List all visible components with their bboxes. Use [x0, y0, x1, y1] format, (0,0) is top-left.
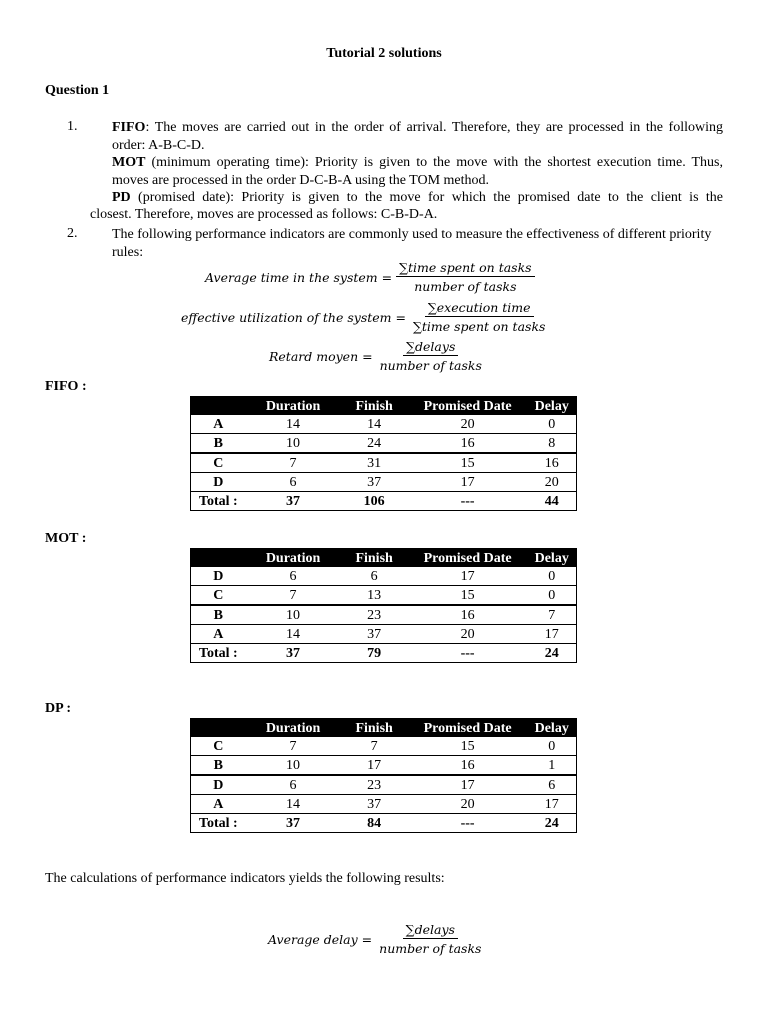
cell: 17 — [367, 757, 382, 773]
numerator: ∑delays — [403, 922, 458, 939]
list-number-2: 2. — [67, 226, 78, 241]
cell: 10 — [286, 757, 301, 773]
table-row — [191, 775, 577, 795]
row-label: A — [213, 416, 224, 432]
row-label: D — [213, 568, 224, 584]
row-label: A — [213, 796, 224, 812]
cell: 84 — [367, 815, 382, 831]
pd-text-1: (promised date): Priority is given to the move for which the promised date to the client is the — [130, 190, 723, 205]
cell: 6 — [548, 777, 556, 793]
cell: 23 — [367, 607, 382, 623]
numerator: ∑time spent on tasks — [396, 260, 534, 277]
cell: 37 — [367, 626, 382, 642]
cell: 15 — [460, 587, 475, 603]
cell: 106 — [363, 493, 385, 509]
fraction — [377, 339, 485, 373]
header-cell: Duration — [246, 719, 341, 738]
mot-table — [190, 548, 577, 663]
fraction — [396, 260, 534, 294]
denominator: number of tasks — [414, 279, 517, 294]
header-cell: Finish — [340, 549, 407, 568]
fifo-text: : The moves are carried out in the order of arrival. Therefore, they are processed in the following order: A-B-C-D. — [112, 120, 723, 153]
pd-term: PD — [112, 190, 131, 205]
table-row — [191, 625, 577, 644]
numerator: ∑execution time — [425, 300, 534, 317]
cell: 14 — [286, 796, 301, 812]
cell: 24 — [367, 435, 382, 451]
cell: 0 — [548, 416, 556, 432]
table-header-row — [191, 397, 577, 416]
cell: 10 — [286, 435, 301, 451]
row-label: C — [213, 738, 224, 754]
cell: 16 — [544, 455, 559, 471]
header-cell: Duration — [246, 549, 341, 568]
header-cell: Promised Date — [408, 719, 528, 738]
cell: 15 — [460, 738, 475, 754]
cell: 14 — [367, 416, 382, 432]
total-label: Total : — [198, 815, 238, 831]
cell: --- — [460, 815, 475, 831]
total-row — [191, 492, 577, 511]
dp-table — [190, 718, 577, 833]
header-cell: Delay — [527, 719, 576, 738]
denominator: number of tasks — [379, 941, 482, 956]
header-cell: Promised Date — [408, 397, 528, 416]
mot-text: (minimum operating time): Priority is given to the move with the shortest execution time. Thus, moves are processed in the order D-C-B-A using the TOM method. — [112, 155, 723, 188]
cell: 6 — [289, 474, 297, 490]
table-row — [191, 586, 577, 606]
fifo-label: FIFO : — [45, 379, 87, 394]
cell: 7 — [289, 587, 297, 603]
cell: 6 — [289, 568, 297, 584]
dp-label: DP : — [45, 701, 72, 716]
total-label: Total : — [198, 645, 238, 661]
mot-paragraph — [112, 154, 723, 189]
cell: 37 — [286, 815, 301, 831]
cell: 7 — [289, 455, 297, 471]
cell: 44 — [544, 493, 559, 509]
cell: 16 — [460, 607, 475, 623]
table-row — [191, 453, 577, 473]
table-row — [191, 605, 577, 625]
header-cell: Finish — [340, 719, 407, 738]
cell: 14 — [286, 626, 301, 642]
header-cell: Promised Date — [408, 549, 528, 568]
cell: 23 — [367, 777, 382, 793]
cell: 6 — [370, 568, 378, 584]
total-label: Total : — [198, 493, 238, 509]
table-row — [191, 567, 577, 586]
pd-paragraph — [112, 189, 723, 207]
cell: 31 — [367, 455, 382, 471]
formula-retard-moyen — [269, 339, 768, 373]
table-row — [191, 756, 577, 776]
header-cell: Delay — [527, 549, 576, 568]
cell: 10 — [286, 607, 301, 623]
cell: 0 — [548, 738, 556, 754]
cell: 17 — [544, 626, 559, 642]
cell: 13 — [367, 587, 382, 603]
cell: 37 — [367, 474, 382, 490]
pd-text-2: closest. Therefore, moves are processed as follows: C-B-D-A. — [90, 207, 438, 222]
cell: 17 — [544, 796, 559, 812]
cell: 8 — [548, 435, 556, 451]
cell: 1 — [548, 757, 556, 773]
total-row — [191, 814, 577, 833]
cell: 17 — [460, 568, 475, 584]
header-cell — [191, 719, 246, 738]
row-label: B — [213, 435, 223, 451]
cell: 20 — [544, 474, 559, 490]
row-label: D — [213, 777, 224, 793]
table-row — [191, 795, 577, 814]
mot-label: MOT : — [45, 531, 87, 546]
formula-lhs: effective utilization of the system = — [181, 309, 406, 325]
fifo-paragraph — [112, 119, 723, 154]
cell: 20 — [460, 416, 475, 432]
performance-paragraph: The following performance indicators are commonly used to measure the effectiveness of different priority rules: — [112, 227, 712, 260]
cell: 0 — [548, 568, 556, 584]
list-number-1: 1. — [67, 119, 78, 134]
cell: 16 — [460, 435, 475, 451]
formula-lhs: Average delay = — [268, 931, 373, 947]
formula-effective-utilization — [181, 300, 768, 334]
cell: 14 — [286, 416, 301, 432]
cell: 17 — [460, 777, 475, 793]
cell: 37 — [286, 645, 301, 661]
cell: 16 — [460, 757, 475, 773]
header-cell: Delay — [527, 397, 576, 416]
table-header-row — [191, 719, 577, 738]
cell: 7 — [289, 738, 297, 754]
cell: --- — [460, 493, 475, 509]
question-heading: Question 1 — [45, 83, 110, 98]
fifo-table — [190, 396, 577, 511]
fraction — [410, 300, 548, 334]
formula-lhs: Average time in the system = — [205, 269, 393, 285]
cell: 24 — [544, 815, 559, 831]
total-row — [191, 644, 577, 663]
table-header-row — [191, 549, 577, 568]
cell: 20 — [460, 796, 475, 812]
header-cell: Finish — [340, 397, 407, 416]
header-cell: Duration — [246, 397, 341, 416]
table-row — [191, 473, 577, 492]
fraction — [376, 922, 484, 956]
cell: 7 — [548, 607, 556, 623]
cell: 15 — [460, 455, 475, 471]
table-row — [191, 415, 577, 434]
formula-lhs: Retard moyen = — [269, 348, 373, 364]
row-label: B — [213, 757, 223, 773]
header-cell — [191, 397, 246, 416]
page-title: Tutorial 2 solutions — [326, 46, 442, 61]
table-row — [191, 434, 577, 454]
denominator: ∑time spent on tasks — [412, 319, 546, 334]
cell: 24 — [544, 645, 559, 661]
cell: 0 — [548, 587, 556, 603]
formula-average-delay — [268, 922, 768, 956]
row-label: A — [213, 626, 224, 642]
row-label: C — [213, 455, 224, 471]
denominator: number of tasks — [379, 358, 482, 373]
table-row — [191, 737, 577, 756]
cell: 20 — [460, 626, 475, 642]
mot-term: MOT — [112, 155, 146, 170]
header-cell — [191, 549, 246, 568]
cell: 37 — [286, 493, 301, 509]
fifo-term: FIFO — [112, 120, 146, 135]
numerator: ∑delays — [403, 339, 458, 356]
row-label: C — [213, 587, 224, 603]
cell: 17 — [460, 474, 475, 490]
formula-average-time — [205, 260, 768, 294]
cell: 6 — [289, 777, 297, 793]
cell: 37 — [367, 796, 382, 812]
row-label: D — [213, 474, 224, 490]
calculations-paragraph: The calculations of performance indicators yields the following results: — [45, 871, 445, 886]
cell: 79 — [367, 645, 382, 661]
cell: --- — [460, 645, 475, 661]
row-label: B — [213, 607, 223, 623]
cell: 7 — [370, 738, 378, 754]
